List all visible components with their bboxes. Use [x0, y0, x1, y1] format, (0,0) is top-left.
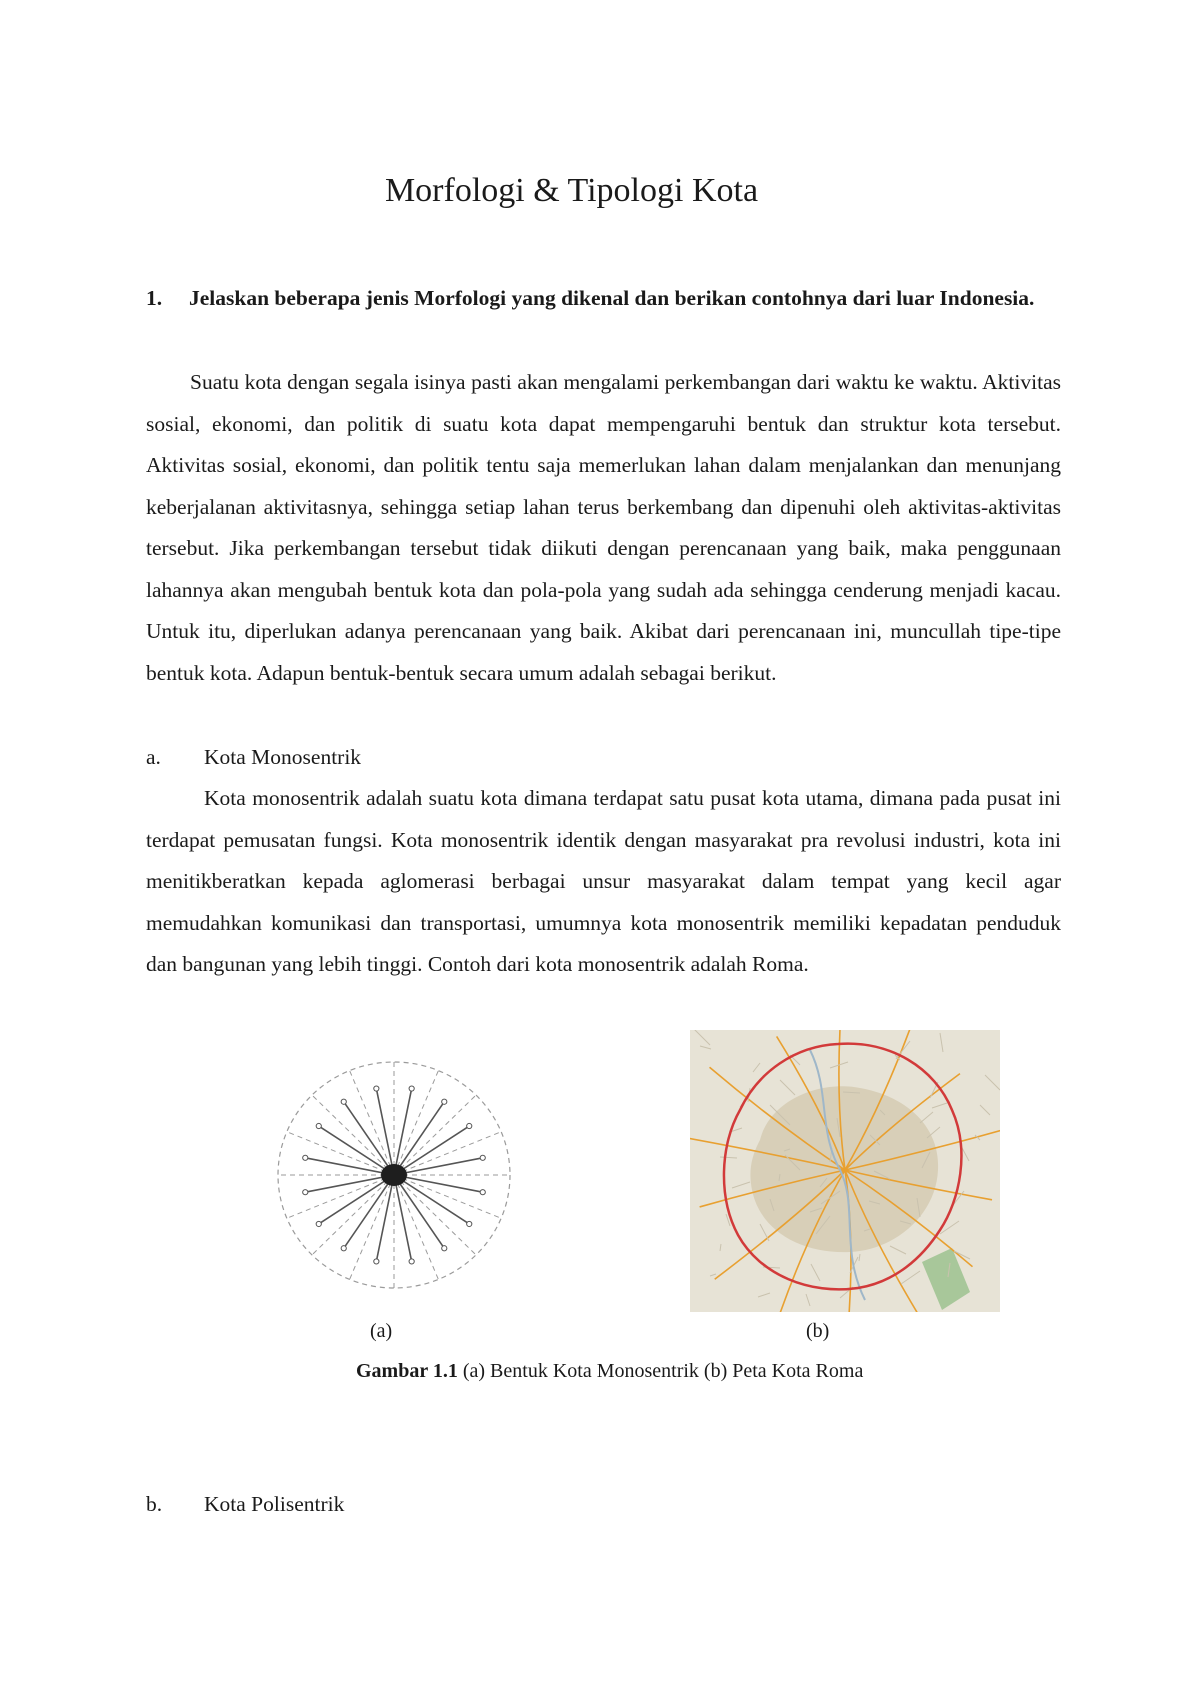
question-1: [146, 278, 1061, 319]
monocentric-diagram: [272, 1058, 515, 1292]
diagram-node: [409, 1259, 414, 1264]
figure-caption-text: (a) Bentuk Kota Monosentrik (b) Peta Kota Roma: [462, 1360, 864, 1382]
diagram-node: [374, 1086, 379, 1091]
figure-caption-number: Gambar 1.1: [356, 1360, 458, 1382]
diagram-node: [341, 1246, 346, 1251]
section-b-heading: [146, 1484, 344, 1524]
diagram-sector-line: [394, 1175, 476, 1255]
intro-paragraph: Suatu kota dengan segala isinya pasti akan mengalami perkembangan dari waktu ke waktu. Aktivitas sosial, ekonomi, dan politik di suatu kota dapat mempengaruhi bentuk dan struktur kota tersebut. Aktivitas sosial, ekonomi, dan politik tentu saja memerlukan lahan dalam menjalankan dan menunjang keberjalanan aktivitasnya, sehingga setiap lahan terus berkembang dan dipenuhi oleh aktivitas-aktivitas tersebut. Jika perkembangan tersebut tidak diikuti dengan perencanaan yang baik, maka penggunaan lahannya akan mengubah bentuk kota dan pola-pola yang sudah ada sehingga cenderung menjadi kacau. Untuk itu, diperlukan adanya perencanaan yang baik. Akibat dari perencanaan ini, muncullah tipe-tipe bentuk kota. Adapun bentuk-bentuk secara umum adalah sebagai berikut.: [146, 370, 1061, 685]
diagram-node: [316, 1221, 321, 1226]
diagram-center-node: [381, 1164, 407, 1186]
figure-label-b: (b): [806, 1320, 830, 1342]
rome-map: [690, 1030, 1000, 1312]
section-a-letter: a.: [146, 745, 161, 769]
diagram-node: [316, 1123, 321, 1128]
diagram-node: [467, 1221, 472, 1226]
section-b-letter: b.: [146, 1492, 163, 1516]
diagram-node: [442, 1246, 447, 1251]
diagram-node: [374, 1259, 379, 1264]
diagram-sector-line: [312, 1095, 394, 1175]
section-b-title: Kota Polisentrik: [204, 1492, 345, 1516]
page-title: Morfologi & Tipologi Kota: [384, 171, 759, 209]
question-number: 1.: [146, 286, 163, 310]
diagram-node: [341, 1099, 346, 1104]
figure-caption: [356, 1358, 863, 1384]
section-a-heading: [146, 737, 361, 777]
diagram-sector-line: [312, 1175, 394, 1255]
diagram-node: [467, 1123, 472, 1128]
diagram-node: [480, 1190, 485, 1195]
section-a-title: Kota Monosentrik: [204, 745, 362, 769]
section-a-paragraph: Kota monosentrik adalah suatu kota dimana terdapat satu pusat kota utama, dimana pada pusat ini terdapat pemusatan fungsi. Kota monosentrik identik dengan masyarakat pra revolusi industri, kota ini menitikberatkan kepada aglomerasi berbagai unsur masyarakat dalam tempat yang kecil agar memudahkan komunikasi dan transportasi, umumnya kota monosentrik memiliki kepadatan penduduk dan bangunan yang lebih tinggi. Contoh dari kota monosentrik adalah Roma.: [146, 786, 1061, 976]
diagram-node: [480, 1155, 485, 1160]
diagram-node: [409, 1086, 414, 1091]
diagram-node: [442, 1099, 447, 1104]
question-text: Jelaskan beberapa jenis Morfologi yang dikenal dan berikan contohnya dari luar Indonesia.: [189, 286, 1035, 310]
diagram-sector-line: [394, 1095, 476, 1175]
diagram-node: [303, 1190, 308, 1195]
figure-label-a: (a): [370, 1320, 393, 1342]
diagram-node: [303, 1155, 308, 1160]
